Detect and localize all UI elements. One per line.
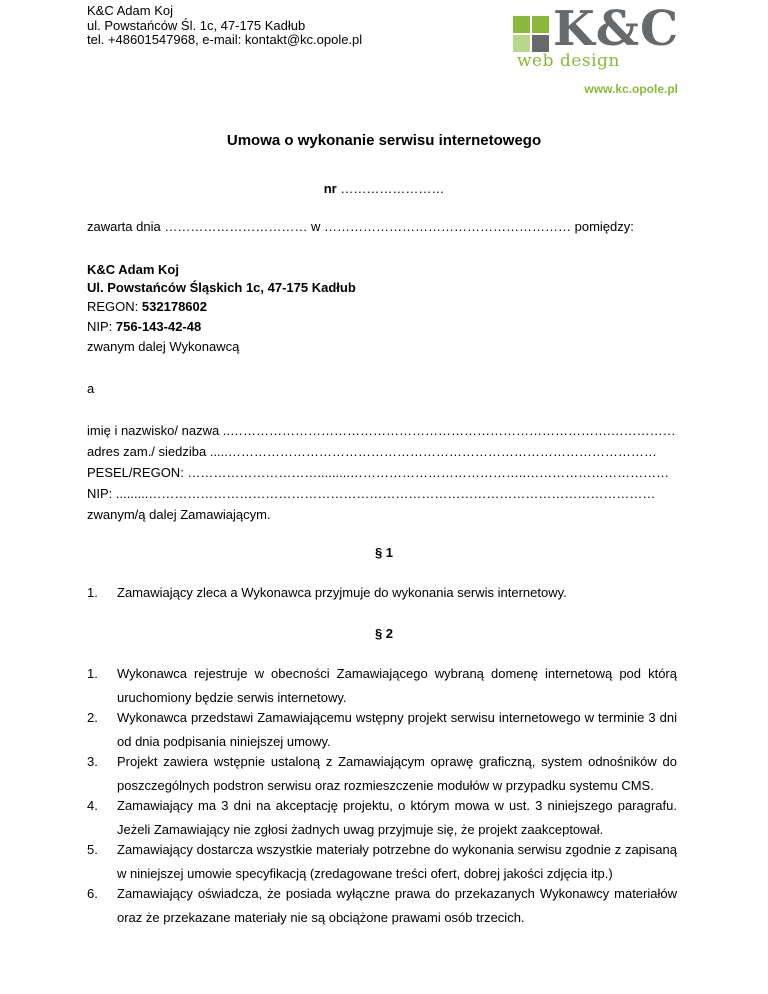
item-text: Zamawiający dostarcza wszystkie materiały potrzebne do wykonania serwisu zgodnie z zapisaną w niniejszej umowie specyfikacją (zredagowane treści ofert, dobrej jakości zdjęcia itp.) (117, 842, 677, 881)
section-2-heading: § 2 (374, 626, 394, 641)
nr-dots: …………………… (340, 181, 445, 196)
item-number: 1. (87, 585, 98, 600)
item-text: Zamawiający oświadcza, że posiada wyłączne prawa do przekazanych Wykonawcy materiałów oraz że przekazane materiały nie są obciążone prawami osób trzecich. (117, 886, 677, 925)
place-dots: ………………………………………………… (323, 219, 571, 234)
contractor-name: K&C Adam Koj (87, 262, 179, 277)
client-pesel-line: PESEL/REGON: ………………………….........…………………………………..…………………………… (87, 465, 670, 480)
section-2-item-2 (87, 706, 677, 754)
contractor-address: Ul. Powstańców Śląskich 1c, 47-175 Kadłub (87, 280, 356, 295)
contract-number (0, 181, 768, 196)
header-company: K&C Adam Koj (87, 3, 173, 18)
document-title: Umowa o wykonanie serwisu internetowego (226, 132, 542, 149)
item-text: Zamawiający zleca a Wykonawca przyjmuje do wykonania serwis internetowy. (117, 585, 567, 600)
section-2-item-3 (87, 750, 677, 798)
concluded-w: w (310, 219, 321, 234)
contractor-role: zwanym dalej Wykonawcą (87, 339, 240, 354)
item-text: Wykonawca przedstawi Zamawiającemu wstępny projekt serwisu internetowego w terminie 3 dni od dnia podpisania niniejszej umowy. (117, 710, 677, 749)
header-address: ul. Powstańców Śl. 1c, 47-175 Kadłub (87, 17, 306, 33)
date-dots: …………………………… (164, 219, 308, 234)
contractor-nip (87, 319, 201, 334)
concluded-prefix: zawarta dnia (87, 219, 161, 234)
item-number: 5. (87, 842, 98, 857)
section-2-item-5 (87, 838, 677, 886)
item-number: 4. (87, 798, 98, 813)
item-number: 3. (87, 754, 98, 769)
client-name-line: imię i nazwisko/ nazwa ..…………………………………………………………………………….…………… (87, 423, 676, 438)
nip-value: 756-143-42-48 (115, 319, 202, 334)
section-2-item-6 (87, 882, 677, 930)
item-number: 6. (87, 886, 98, 901)
nip-label: NIP: (87, 319, 113, 334)
logo-main-text: K&C (553, 1, 680, 57)
contractor-regon (87, 299, 207, 314)
concluded-line (87, 219, 634, 234)
header-contact-block (87, 4, 362, 48)
section-1-item-1 (87, 581, 677, 605)
concluded-suffix: pomiędzy: (574, 219, 634, 234)
item-text: Projekt zawiera wstępnie ustaloną z Zamawiającym oprawę graficzną, system odnośników do poszczególnych podstron serwisu oraz rozmieszczenie modułów w przypadku systemu CMS. (117, 754, 677, 793)
item-text: Zamawiający ma 3 dni na akceptację projektu, o którym mowa w ust. 3 niniejszego paragrafu. Jeżeli Zamawiający nie zgłosi żadnych uwag przyjmuje się, że projekt zaakceptował. (117, 798, 677, 837)
logo-sub-text: web design (517, 51, 620, 71)
client-nip-line: NIP: .........……………………………………………………………………………………………………… (87, 486, 656, 501)
client-role: zwanym/ą dalej Zamawiającym. (87, 507, 271, 522)
header-contact: tel. +48601547968, e-mail: kontakt@kc.opole.pl (87, 32, 363, 47)
logo-tiles-icon (513, 16, 549, 52)
section-2-item-1 (87, 662, 677, 710)
nr-label: nr (323, 181, 337, 196)
item-text: Wykonawca rejestruje w obecności Zamawiającego wybraną domenę internetową pod którą uruchomiony będzie serwis internetowy. (117, 666, 677, 705)
regon-value: 532178602 (141, 299, 207, 314)
item-number: 1. (87, 666, 98, 681)
and-separator: a (87, 381, 95, 396)
item-number: 2. (87, 710, 98, 725)
client-address-line: adres zam./ siedziba .....……………………………………………………………………………………… (87, 444, 657, 459)
company-logo (513, 1, 680, 75)
website-url[interactable]: www.kc.opole.pl (584, 82, 678, 96)
section-2-item-4 (87, 794, 677, 842)
section-1-heading: § 1 (374, 545, 394, 560)
regon-label: REGON: (87, 299, 139, 314)
